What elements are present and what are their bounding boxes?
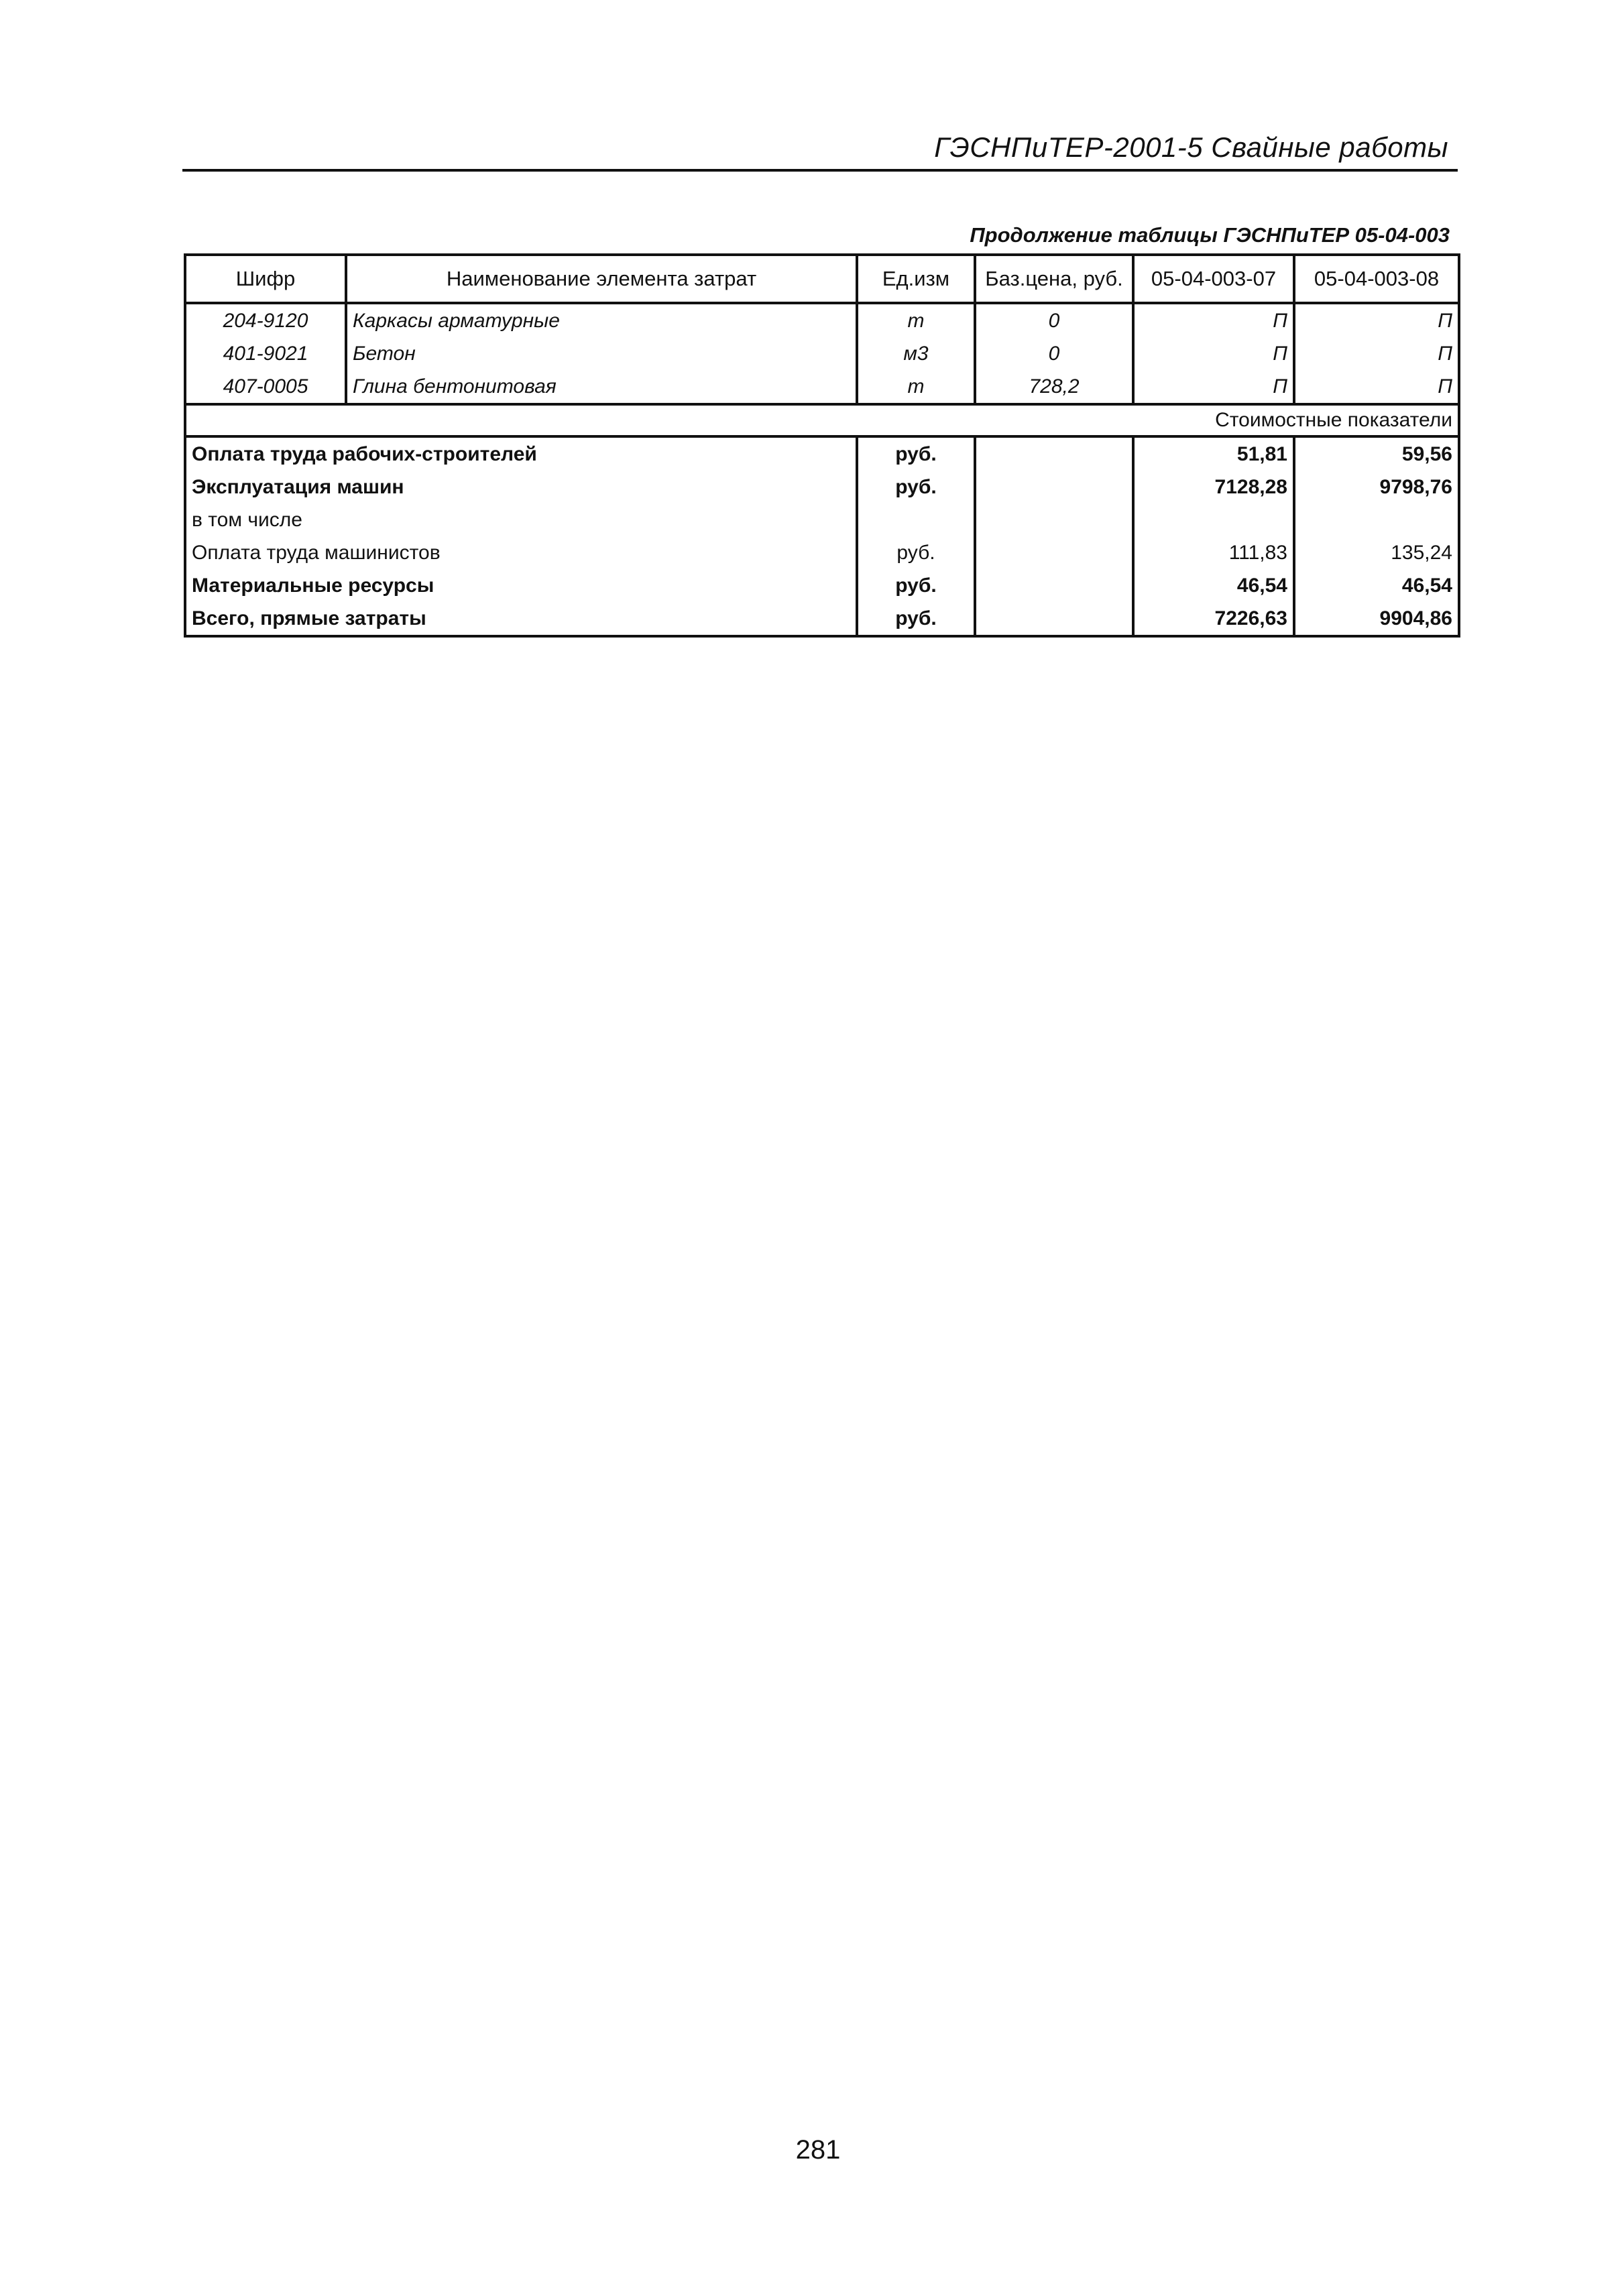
cost-unit: руб. — [857, 536, 975, 569]
table-row — [185, 337, 1459, 370]
resource-value-1: П — [1133, 370, 1294, 404]
resource-name: Глина бентонитовая — [346, 370, 857, 404]
cost-unit — [857, 503, 975, 536]
header-price: Баз.цена, руб. — [975, 255, 1133, 303]
cost-value-1: 51,81 — [1133, 436, 1294, 471]
header-col1: 05-04-003-07 — [1133, 255, 1294, 303]
table-row — [185, 303, 1459, 337]
cost-section-title: Стоимостные показатели — [185, 404, 1459, 436]
table-row — [185, 503, 1459, 536]
cost-name: Оплата труда рабочих-строителей — [185, 436, 857, 471]
cost-value-2: 46,54 — [1294, 569, 1459, 602]
cost-name: в том числе — [185, 503, 857, 536]
resource-unit: м3 — [857, 337, 975, 370]
cost-value-1: 46,54 — [1133, 569, 1294, 602]
resource-code: 401-9021 — [185, 337, 346, 370]
resource-value-2: П — [1294, 337, 1459, 370]
cost-value-1: 7128,28 — [1133, 471, 1294, 503]
resource-name: Каркасы арматурные — [346, 303, 857, 337]
cost-price-empty — [975, 536, 1133, 569]
cost-unit: руб. — [857, 436, 975, 471]
header-unit: Ед.изм — [857, 255, 975, 303]
header-col2: 05-04-003-08 — [1294, 255, 1459, 303]
resource-code: 204-9120 — [185, 303, 346, 337]
table-row — [185, 602, 1459, 636]
cost-unit: руб. — [857, 569, 975, 602]
running-header: ГЭСНПиТЕР-2001-5 Свайные работы — [934, 131, 1448, 163]
page-number: 281 — [795, 2135, 841, 2165]
cost-value-2: 9904,86 — [1294, 602, 1459, 636]
table-row — [185, 536, 1459, 569]
table-row — [185, 370, 1459, 404]
cost-value-1: 7226,63 — [1133, 602, 1294, 636]
header-code: Шифр — [185, 255, 346, 303]
cost-name: Материальные ресурсы — [185, 569, 857, 602]
cost-table — [184, 253, 1460, 638]
cost-value-1: 111,83 — [1133, 536, 1294, 569]
header-rule — [182, 169, 1458, 172]
resource-value-1: П — [1133, 337, 1294, 370]
table-row — [185, 569, 1459, 602]
cost-unit: руб. — [857, 471, 975, 503]
cost-section-header — [185, 404, 1459, 436]
cost-value-2: 59,56 — [1294, 436, 1459, 471]
cost-name: Оплата труда машинистов — [185, 536, 857, 569]
resource-name: Бетон — [346, 337, 857, 370]
header-name: Наименование элемента затрат — [346, 255, 857, 303]
cost-value-2 — [1294, 503, 1459, 536]
cost-price-empty — [975, 436, 1133, 471]
resource-code: 407-0005 — [185, 370, 346, 404]
table-caption: Продолжение таблицы ГЭСНПиТЕР 05-04-003 — [970, 223, 1450, 247]
resource-price: 0 — [975, 303, 1133, 337]
resource-unit: т — [857, 303, 975, 337]
cost-name: Эксплуатация машин — [185, 471, 857, 503]
table-row — [185, 471, 1459, 503]
table-header-row — [185, 255, 1459, 303]
resource-price: 0 — [975, 337, 1133, 370]
table-row — [185, 436, 1459, 471]
cost-price-empty — [975, 569, 1133, 602]
cost-value-2: 9798,76 — [1294, 471, 1459, 503]
cost-price-empty — [975, 503, 1133, 536]
resource-price: 728,2 — [975, 370, 1133, 404]
cost-name: Всего, прямые затраты — [185, 602, 857, 636]
cost-value-1 — [1133, 503, 1294, 536]
resource-unit: т — [857, 370, 975, 404]
cost-unit: руб. — [857, 602, 975, 636]
resource-value-2: П — [1294, 303, 1459, 337]
cost-value-2: 135,24 — [1294, 536, 1459, 569]
resource-value-2: П — [1294, 370, 1459, 404]
resource-value-1: П — [1133, 303, 1294, 337]
cost-price-empty — [975, 602, 1133, 636]
cost-price-empty — [975, 471, 1133, 503]
